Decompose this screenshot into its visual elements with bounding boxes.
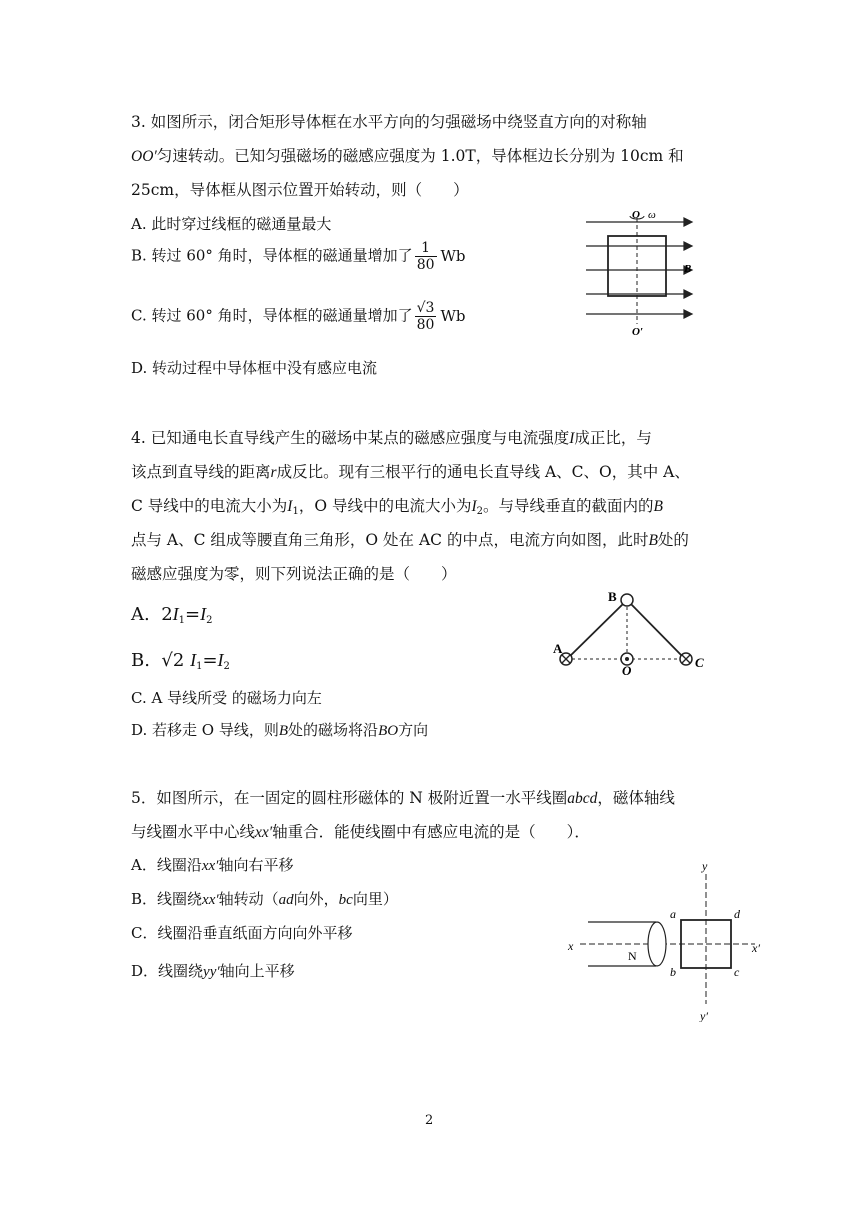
q4-option-c: C. A 导线所受 的磁场力向左 bbox=[131, 689, 322, 707]
q3-conductor-frame bbox=[608, 236, 666, 296]
q4-option-b-I1-sub: 1 bbox=[196, 661, 203, 672]
q5-figure bbox=[560, 856, 770, 1022]
q3-option-d: D. 转动过程中导体框中没有感应电流 bbox=[131, 359, 378, 377]
q5-option-a bbox=[131, 855, 293, 876]
q4-stem-line1 bbox=[131, 428, 652, 449]
q3-option-c-text: C. 转过 60° 角时，导体框的磁通量增加了 bbox=[131, 306, 413, 325]
q4-triangle-side-BC bbox=[629, 602, 685, 659]
q4-option-a-I1-sub: 1 bbox=[178, 615, 186, 626]
q5-option-c: C．线圈沿垂直纸面方向向外平移 bbox=[131, 924, 353, 942]
q3-option-b-unit: Wb bbox=[440, 246, 466, 265]
q4-wire-C-into-page-icon bbox=[680, 653, 692, 665]
q5-stem-line2 bbox=[131, 822, 590, 843]
q4-stem-line3-a: C 导线中的电流大小为 bbox=[131, 497, 288, 515]
q5-label-d: d bbox=[734, 907, 740, 921]
q5-option-b-ad: ad bbox=[278, 892, 294, 908]
q5-option-b-a: B．线圈绕 bbox=[131, 890, 203, 908]
q4-symbol-B2: B bbox=[648, 532, 658, 549]
q3-option-b-denominator: 80 bbox=[416, 257, 435, 273]
q5-option-d bbox=[131, 961, 295, 982]
q3-option-c-unit: Wb bbox=[440, 306, 466, 325]
q5-label-x: x bbox=[568, 939, 574, 953]
q3-option-b-fraction bbox=[415, 240, 437, 273]
q5-stem-line1 bbox=[131, 788, 675, 809]
q3-label-O: O bbox=[632, 209, 640, 221]
q4-option-b-coef: √2 bbox=[161, 650, 185, 671]
q4-stem-line4 bbox=[131, 530, 689, 551]
q3-label-O-prime: O′ bbox=[632, 326, 644, 336]
q4-stem-line5: 磁感应强度为零，则下列说法正确的是（ ） bbox=[131, 565, 457, 583]
q5-axis-xx: xx′ bbox=[255, 824, 273, 841]
page-number: 2 bbox=[425, 1113, 434, 1128]
q5-option-b-c: 向外， bbox=[293, 890, 339, 908]
q4-triangle-side-AB bbox=[567, 602, 625, 659]
q5-option-b-xx: xx′ bbox=[202, 892, 219, 908]
q4-option-b-I2: I bbox=[217, 650, 224, 670]
q3-figure bbox=[580, 208, 710, 336]
q4-option-d-a: D. 若移走 O 导线，则 bbox=[131, 721, 279, 739]
q3-option-b-text: B. 转过 60° 角时，导体框的磁通量增加了 bbox=[131, 246, 413, 265]
q5-option-b bbox=[131, 889, 398, 910]
q5-option-d-b: 轴向上平移 bbox=[219, 962, 295, 980]
q4-option-a-eq: = bbox=[185, 604, 201, 625]
q5-stem-line2-a: 与线圈水平中心线 bbox=[131, 823, 256, 841]
q4-label-O: O bbox=[622, 663, 632, 675]
q4-option-a-prefix: A. bbox=[131, 604, 150, 625]
q4-symbol-I2: I bbox=[471, 498, 477, 515]
q4-option-a-coef: 2 bbox=[161, 604, 173, 625]
q4-option-a bbox=[131, 604, 212, 631]
q3-option-c bbox=[131, 300, 465, 333]
q3-field-lines bbox=[586, 218, 692, 318]
q3-option-c-fraction bbox=[415, 300, 437, 333]
q4-option-a-I1: I bbox=[172, 604, 179, 624]
q4-option-a-I2-sub: 2 bbox=[206, 615, 213, 626]
q5-option-a-xx: xx′ bbox=[201, 858, 219, 874]
q5-option-a-a: A．线圈沿 bbox=[131, 856, 202, 874]
q3-label-B: B bbox=[684, 263, 692, 275]
q3-option-c-denominator: 80 bbox=[416, 317, 435, 333]
q5-label-a: a bbox=[670, 907, 676, 921]
q4-option-b bbox=[131, 650, 230, 677]
q4-symbol-r: r bbox=[270, 464, 277, 481]
q4-stem-line3 bbox=[131, 496, 663, 522]
q5-label-x-prime: x′ bbox=[752, 941, 760, 955]
q5-stem-line1-b: ，磁体轴线 bbox=[597, 789, 675, 807]
q5-coil-abcd: abcd bbox=[567, 790, 598, 807]
q4-stem-line2 bbox=[131, 462, 690, 483]
q4-stem-line4-b: 处的 bbox=[657, 531, 689, 549]
q4-symbol-I1: I bbox=[287, 498, 293, 515]
q4-stem-line2-b: 成反比。现有三根平行的通电长直导线 A、C、O，其中 A、 bbox=[276, 463, 690, 481]
q4-option-d-c: 方向 bbox=[398, 721, 429, 739]
q4-label-B: B bbox=[608, 589, 617, 604]
q4-option-b-I1: I bbox=[190, 650, 197, 670]
q3-option-c-numerator: √3 bbox=[416, 300, 435, 316]
q5-label-c: c bbox=[734, 965, 740, 979]
q5-option-b-b: 轴转动（ bbox=[218, 890, 279, 908]
q4-symbol-I: I bbox=[569, 430, 575, 447]
q5-label-y-prime: y′ bbox=[700, 1009, 708, 1022]
q4-option-b-I2-sub: 2 bbox=[223, 661, 230, 672]
q5-stem-line2-b: 轴重合．能使线圈中有感应电流的是（ ）． bbox=[272, 823, 590, 841]
q3-option-a: A. 此时穿过线框的磁通量最大 bbox=[131, 215, 332, 233]
q3-stem-line2 bbox=[131, 146, 684, 167]
q5-option-b-d: 向里） bbox=[352, 890, 398, 908]
q4-stem-line1-a: 4. 已知通电长直导线产生的磁场中某点的磁感应强度与电流强度 bbox=[131, 429, 570, 447]
q5-label-b: b bbox=[670, 965, 676, 979]
q3-axis-label: OO′ bbox=[131, 148, 157, 165]
q4-stem-line1-b: 成正比，与 bbox=[574, 429, 652, 447]
q3-stem-line3: 25cm，导体框从图示位置开始转动，则（ ） bbox=[131, 181, 469, 199]
q4-symbol-B: B bbox=[653, 498, 664, 515]
q4-label-C: C bbox=[695, 655, 704, 670]
q3-stem-line2-rest: 匀速转动。已知匀强磁场的磁感应强度为 1.0T，导体框边长分别为 10cm 和 bbox=[156, 147, 684, 165]
q4-stem-line3-b: ，O 导线中的电流大小为 bbox=[298, 497, 472, 515]
q4-option-d-B: B bbox=[278, 723, 289, 739]
q4-symbol-I2-sub: 2 bbox=[476, 506, 484, 517]
q4-symbol-I1-sub: 1 bbox=[292, 506, 299, 517]
q4-option-b-eq: = bbox=[202, 650, 218, 671]
q4-option-b-prefix: B. bbox=[131, 650, 150, 671]
q5-stem-line1-a: 5．如图所示，在一固定的圆柱形磁体的 N 极附近置一水平线圈 bbox=[131, 789, 568, 807]
q4-wire-B bbox=[621, 594, 633, 606]
q3-label-omega: ω bbox=[648, 209, 656, 221]
q3-option-b bbox=[131, 240, 466, 273]
q4-option-d-BO: BO bbox=[378, 723, 399, 739]
q3-option-b-numerator: 1 bbox=[415, 240, 437, 257]
q4-option-d bbox=[131, 720, 428, 741]
q5-option-d-yy: yy′ bbox=[203, 964, 220, 980]
q5-label-y: y bbox=[702, 859, 708, 873]
q4-figure bbox=[552, 585, 712, 675]
q4-option-a-I2: I bbox=[200, 604, 207, 624]
q4-stem-line3-c: 。与导线垂直的截面内的 bbox=[483, 497, 654, 515]
q5-label-N: N bbox=[628, 949, 637, 963]
q3-stem-line1: 3. 如图所示，闭合矩形导体框在水平方向的匀强磁场中绕竖直方向的对称轴 bbox=[131, 113, 647, 131]
q5-option-a-b: 轴向右平移 bbox=[218, 856, 294, 874]
q4-stem-line4-a: 点与 A、C 组成等腰直角三角形，O 处在 AC 的中点，电流方向如图，此时 bbox=[131, 531, 649, 549]
q5-option-d-a: D．线圈绕 bbox=[131, 962, 204, 980]
q4-option-d-b: 处的磁场将沿 bbox=[288, 721, 379, 739]
q4-label-A: A bbox=[553, 641, 563, 656]
q4-stem-line2-a: 该点到直导线的距离 bbox=[131, 463, 271, 481]
q5-option-b-bc: bc bbox=[338, 892, 353, 908]
